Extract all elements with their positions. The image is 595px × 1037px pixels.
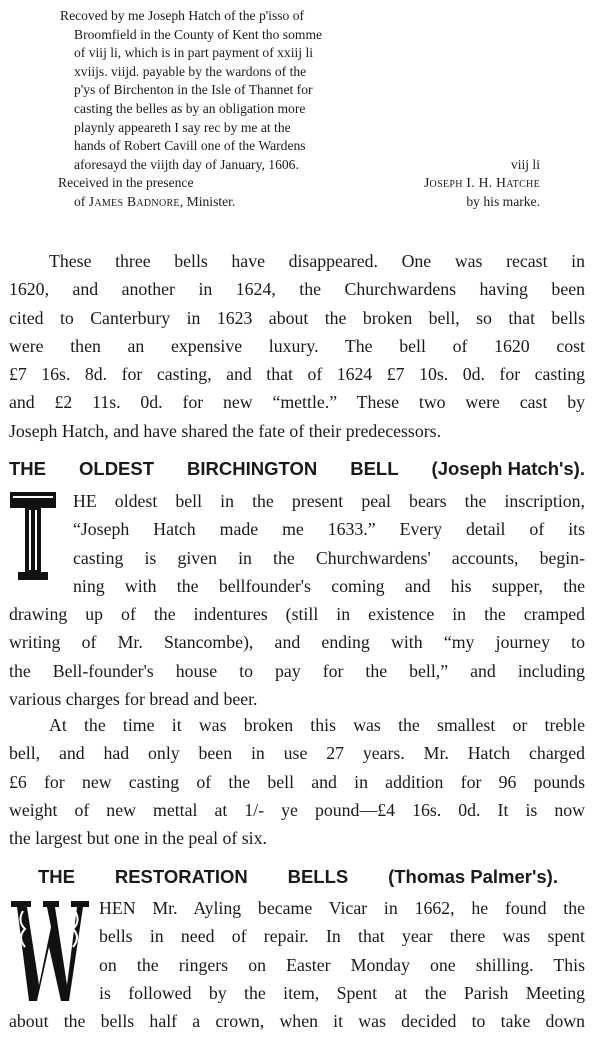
heading-word: THE: [38, 866, 75, 887]
text-line: weight of new mettal at 1/- ye pound—£4 16s. 0d. It is now: [9, 799, 585, 820]
quote-line: playnly appeareth I say rec by me at the: [74, 119, 291, 135]
text-line: “Joseph Hatch made me 1633.” Every detail of its: [73, 519, 585, 540]
text-line: £7 16s. 8d. for casting, and that of 1624 £7 10s. 0d. for casting: [9, 364, 585, 385]
paragraph-treble-bell: [9, 711, 585, 852]
section-heading-oldest-bell: [9, 458, 585, 480]
heading-word: THE: [9, 458, 46, 479]
text-line: various charges for bread and beer.: [9, 689, 258, 710]
quote-minister: [74, 193, 235, 212]
text-line: were then an expensive luxury. The bell of 1620 cost: [9, 335, 585, 356]
quote-mark: by his marke.: [466, 193, 540, 209]
quote-witness-row: [58, 174, 540, 193]
heading-word: (Thomas Palmer's).: [388, 866, 558, 887]
text-line: the Bell-founder's house to pay for the bell,” and including: [9, 660, 585, 681]
quote-line: of viij li, which is in part payment of xxiij li: [74, 45, 313, 61]
quote-witness: Received in the presence: [58, 175, 194, 191]
text-line: cited to Canterbury in 1623 about the broken bell, so that bells: [9, 307, 585, 328]
quote-date-row: [60, 156, 540, 175]
text-line: These three bells have disappeared. One was recast in: [49, 251, 585, 271]
text-line: is followed by the item, Spent at the Parish Meeting: [99, 982, 585, 1003]
quote-line: hands of Robert Cavill one of the Wardens: [74, 138, 306, 154]
text-line: the largest but one in the peal of six.: [9, 828, 267, 849]
paragraph-restoration: [9, 894, 585, 1035]
text-line: drawing up of the indentures (still in existence in the cramped: [9, 604, 585, 625]
paragraph-oldest-bell: [9, 487, 585, 713]
quote-signatory: Joseph I. H. Hatche: [423, 175, 540, 191]
text-line: about the bells half a crown, when it was decided to take down: [9, 1011, 585, 1032]
quote-line: p'ys of Birchenton in the Isle of Thannet for: [74, 82, 313, 98]
quote-minister-prefix: of: [74, 193, 86, 209]
quote-minister-row: [60, 193, 540, 212]
text-line: HE oldest bell in the present peal bears the inscription,: [73, 491, 585, 511]
text-line: HEN Mr. Ayling became Vicar in 1662, he found the: [99, 898, 585, 918]
section-heading-restoration-bells: [38, 866, 558, 888]
text-line: writing of Mr. Stancombe), and ending with “my journey to: [9, 632, 585, 653]
text-line: 1620, and another in 1624, the Churchwardens having been: [9, 279, 585, 300]
text-line: bell, and had only been in use 27 years. Mr. Hatch charged: [9, 743, 585, 764]
text-line: At the time it was broken this was the smallest or treble: [49, 715, 585, 735]
quote-date: aforesayd the viijth day of January, 1606.: [74, 156, 299, 172]
quote-minister-suffix: , Minister.: [179, 193, 236, 209]
heading-word: BELLS: [287, 866, 349, 887]
quote-amount: viij li: [510, 156, 540, 172]
text-line: £6 for new casting of the bell and in addition for 96 pounds: [9, 771, 585, 792]
text-line: bells in need of repair. In that year there was spent: [99, 926, 585, 947]
text-line: and £2 11s. 0d. for new “mettle.” These two were cast by: [9, 392, 585, 413]
heading-word: (Joseph Hatch's).: [431, 458, 585, 479]
heading-word: BIRCHINGTON: [187, 458, 318, 479]
paragraph-disappeared-bells: [9, 247, 585, 445]
heading-word: OLDEST: [79, 458, 155, 479]
quote-line: Broomfield in the County of Kent tho somme: [74, 26, 323, 42]
heading-word: BELL: [350, 458, 399, 479]
text-line: ning with the bellfounder's coming and his supper, the: [73, 575, 585, 596]
quote-line: Recoved by me Joseph Hatch of the p'isso of: [60, 8, 305, 23]
dropcap-T-text: T: [33, 540, 34, 541]
quote-line: xviijs. viijd. payable by the wardons of the: [74, 63, 307, 79]
text-line: casting is given in the Churchwardens' accounts, begin-: [73, 547, 585, 568]
text-line: on the ringers on Easter Monday one shilling. This: [99, 954, 585, 975]
dropcap-W-text: W: [50, 957, 51, 958]
text-line: Joseph Hatch, and have shared the fate of their predecessors.: [9, 420, 442, 441]
quote-line: casting the belles as by an obligation more: [74, 100, 306, 116]
quoted-receipt: [60, 7, 540, 212]
heading-word: RESTORATION: [114, 866, 248, 887]
quote-minister-name: James Badnore: [88, 193, 180, 209]
